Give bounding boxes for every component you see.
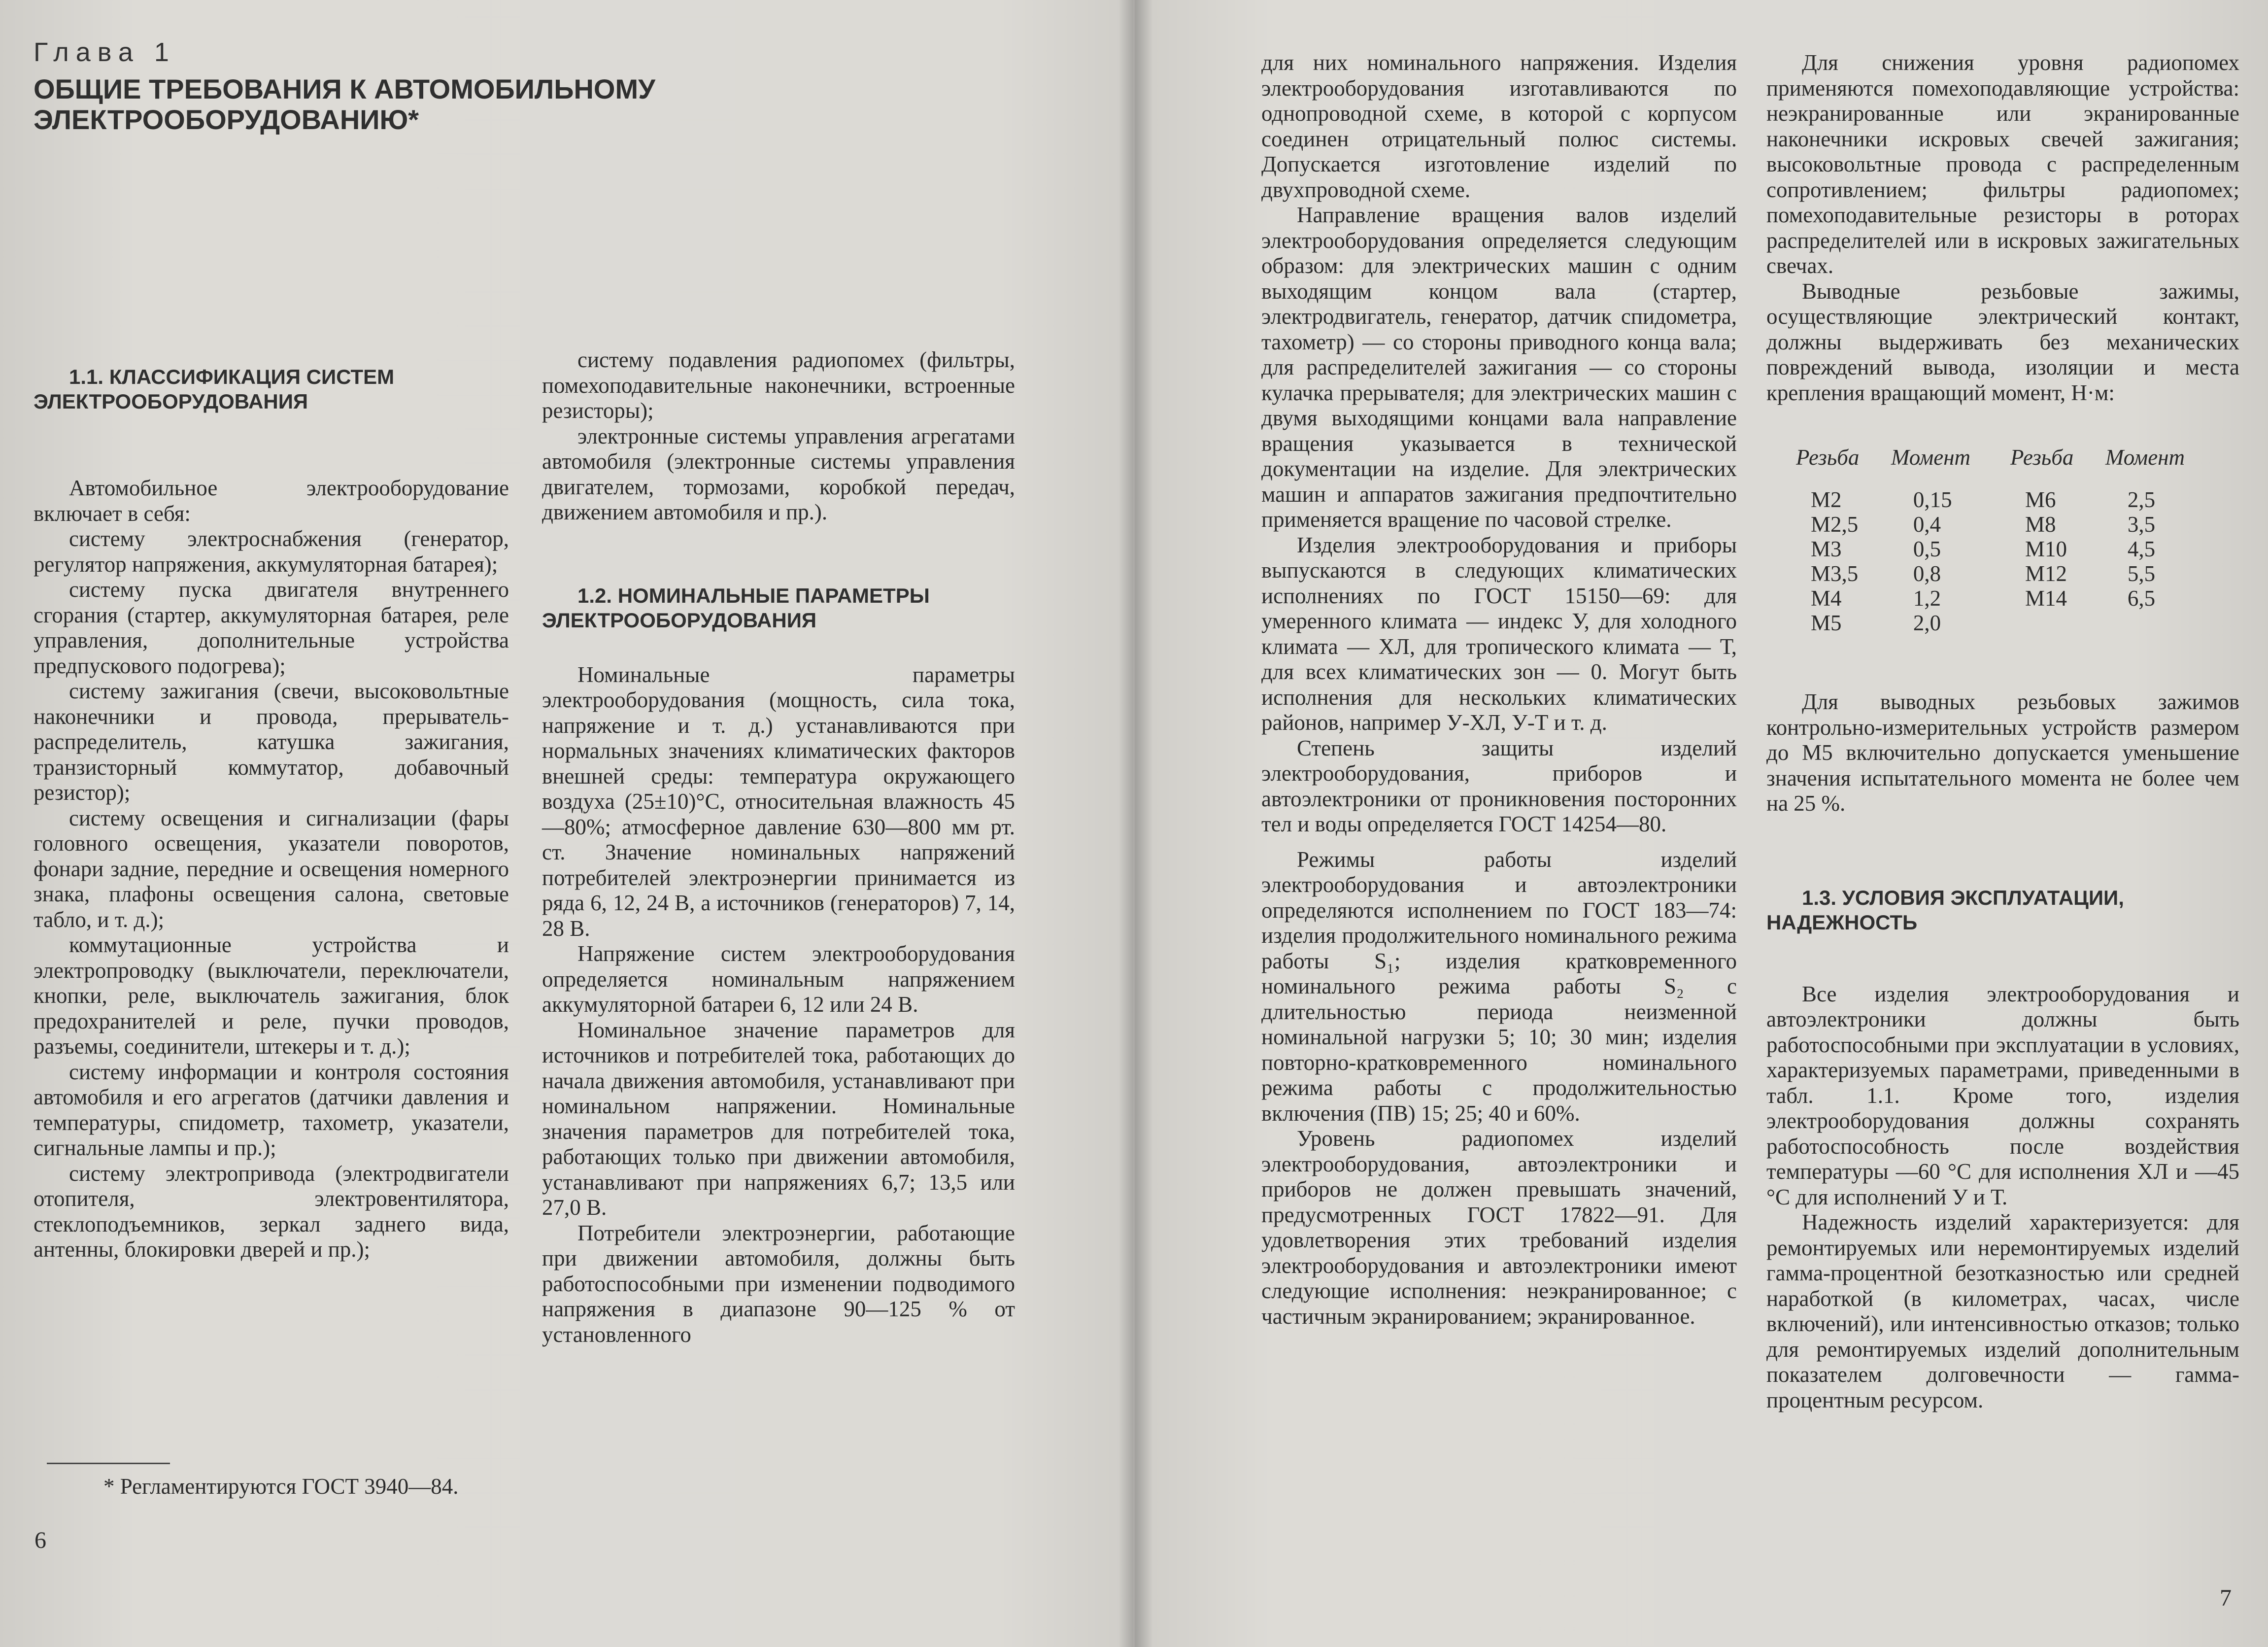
list-item: систему подавления радиопомех (фильтры, помехоподавительные наконечники, встроенные резисторы); — [542, 347, 1015, 423]
table-header: Момент — [1891, 445, 1971, 470]
paragraph: Надежность изделий характеризуется: для ремонтируемых или неремонтируемых изделий гамма-процентной безотказностью или средней наработкой (в километрах, часах, числе включений), или интенсивностью отказов; только для ремонтируемых изделий дополнительным показателем долговечности — гамма-процентным ресурсом. — [1766, 1210, 2239, 1412]
paragraph: Напряжение систем электрооборудования определяется номинальным напряжением аккумуляторной батареи 6, 12 или 24 В. — [542, 941, 1015, 1017]
torque-table — [1796, 445, 2225, 635]
section-1-1-title: 1.1. КЛАССИФИКАЦИЯ СИСТЕМ ЭЛЕКТРООБОРУДОВАНИЯ — [34, 365, 395, 413]
table-cell: М3,5 — [1811, 561, 1859, 586]
table-cell: 3,5 — [2127, 512, 2156, 537]
column-3 — [1261, 50, 1737, 1329]
table-cell: 6,5 — [2127, 586, 2156, 611]
table-cell: 2,5 — [2127, 487, 2156, 512]
table-cell: М10 — [2025, 537, 2067, 561]
section-1-3-title: 1.3. УСЛОВИЯ ЭКСПЛУАТАЦИИ, НАДЕЖНОСТЬ — [1766, 886, 2124, 934]
table-cell — [2010, 611, 2105, 635]
table-cell: М5 — [1811, 611, 1842, 635]
paragraph: Изделия электрооборудования и приборы выпускаются в следующих климатических исполнениях по ГОСТ 15150—69: для умеренного климата — индекс У, для холодного климата — ХЛ, для тропического климата — Т, для всех климатических зон — 0. Могут быть исполнения для нескольких климатических районов, например У-ХЛ, У-Т и т. д. — [1261, 532, 1737, 735]
table-header-row — [1796, 445, 2225, 487]
table-row — [1796, 487, 2225, 512]
list-item: коммутационные устройства и электропроводку (выключатели, переключатели, кнопки, реле, выключатель зажигания, блок предохранителей и реле, пучки проводов, разъемы, соединители, штекеры и т. д.); — [34, 932, 509, 1059]
paragraph: Номинальное значение параметров для источников и потребителей тока, работающих до начала движения автомобиля, устанавливают при номинальном напряжении. Номинальные значения параметров для потребителей тока, работающих только при движении автомобиля, устанавливают при напряжениях 6,7; 13,5 или 27,0 В. — [542, 1017, 1015, 1220]
table-cell: 2,0 — [1913, 611, 1941, 635]
paragraph: Потребители электроэнергии, работающие при движении автомобиля, должны быть работоспособными при изменении подводимого напряжения в диапазоне 90—125 % от установленного — [542, 1220, 1015, 1347]
table-cell: М3 — [1811, 537, 1842, 561]
paragraph: Направление вращения валов изделий электрооборудования определяется следующим образом: для электрических машин с одним выходящим концом вала (стартер, электродвигатель, генератор, датчик спидометра, тахометр) — со стороны приводного конца вала; для распределителей зажигания — со стороны кулачка прерывателя; для электрических машин с двумя выходящими концами вала направление вращения указывается в технической документации на изделие. Для электрических машин и аппаратов зажигания предпочтительно применяется вращение по часовой стрелке. — [1261, 203, 1737, 532]
table-cell: М2 — [1811, 487, 1842, 512]
table-row — [1796, 611, 2225, 635]
table-row — [1796, 537, 2225, 561]
paragraph: Для снижения уровня радиопомех применяются помехоподавляющие устройства: неэкранированные или экранированные наконечники искровых свечей зажигания; высоковольтные провода с распределенным сопротивлением; фильтры радиопомех; помехоподавительные резисторы в роторах распределителей или в искровых зажигательных свечах. — [1766, 50, 2239, 278]
paragraph: Степень защиты изделий электрооборудования, приборов и автоэлектроники от проникновения посторонних тел и воды определяется ГОСТ 14254—80. — [1261, 735, 1737, 836]
table-header: Резьба — [2010, 445, 2074, 470]
table-cell: М6 — [2025, 487, 2056, 512]
list-item: систему электроснабжения (генератор, регулятор напряжения, аккумуляторная батарея); — [34, 526, 509, 577]
paragraph: Автомобильное электрооборудование включает в себя: — [34, 476, 509, 526]
table-row — [1796, 561, 2225, 586]
table-cell: М12 — [2025, 561, 2067, 586]
table-cell: 0,15 — [1913, 487, 1952, 512]
paragraph: Номинальные параметры электрооборудования (мощность, сила тока, напряжение и т. д.) устанавливаются при нормальных значениях климатических факторов внешней среды: температура окружающего воздуха (25±10)°С, относительная влажность 45—80%; атмосферное давление 630—800 мм рт. ст. Значение номинальных напряжений потребителей электроэнергии принимается из ряда 6, 12, 24 В, а источников (генераторов) 7, 14, 28 В. — [542, 662, 1015, 941]
table-cell: 0,4 — [1913, 512, 1941, 537]
footnote: * Регламентируются ГОСТ 3940—84. — [103, 1474, 459, 1499]
column-4 — [1766, 50, 2239, 1413]
list-item: систему электропривода (электродвигатели отопителя, электровентилятора, стеклоподъемников, зеркал заднего вида, антенны, блокировки дверей и пр.); — [34, 1161, 509, 1262]
table-cell: М8 — [2025, 512, 2056, 537]
table-cell: М2,5 — [1811, 512, 1859, 537]
table-cell: 4,5 — [2127, 537, 2156, 561]
paragraph: Уровень радиопомех изделий электрооборудования, автоэлектроники и приборов не должен превышать значений, предусмотренных ГОСТ 17822—91. Для удовлетворения этих требований изделия электрооборудования и автоэлектроники имеют следующие исполнения: неэкранированное; с частичным экранированием; экранированное. — [1261, 1126, 1737, 1329]
chapter-title: ОБЩИЕ ТРЕБОВАНИЯ К АВТОМОБИЛЬНОМУ ЭЛЕКТРООБОРУДОВАНИЮ* — [34, 73, 655, 135]
list-item: систему информации и контроля состояния автомобиля и его агрегатов (датчики давления и температуры, спидометр, тахометр, указатели, сигнальные лампы и пр.); — [34, 1059, 509, 1160]
table-row — [1796, 512, 2225, 537]
table-row — [1796, 586, 2225, 611]
table-cell: М4 — [1811, 586, 1842, 611]
column-2 — [542, 347, 1015, 1347]
table-cell: 0,8 — [1913, 561, 1941, 586]
list-item: систему пуска двигателя внутреннего сгорания (стартер, аккумуляторная батарея, реле управления, дополнительные устройства предпускового подогрева); — [34, 577, 509, 678]
table-cell — [2105, 611, 2225, 635]
chapter-label: Глава 1 — [34, 37, 176, 67]
footnote-rule — [47, 1463, 170, 1464]
book-gutter — [1118, 0, 1153, 1647]
list-item: систему освещения и сигнализации (фары головного освещения, указатели поворотов, фонари задние, передние и освещения номерного знака, плафоны освещения салона, световые табло, и т. д.); — [34, 805, 509, 932]
table-cell: 1,2 — [1913, 586, 1941, 611]
paragraph: Выводные резьбовые зажимы, осуществляющие электрический контакт, должны выдерживать без механических повреждений вывода, изоляции и места крепления вращающий момент, Н·м: — [1766, 278, 2239, 405]
paragraph: Режимы работы изделий электрооборудования и автоэлектроники определяются исполнением по ГОСТ 183—74: изделия продолжительного номинального режима работы S₁; изделия кратковременного номинального режима работы S₂ с длительностью периода неизменной номинальной нагрузки 5; 10; 30 мин; изделия повторно-кратковременного номинального режима работы с продолжительностью включения (ПВ) 15; 25; 40 и 60%. — [1261, 847, 1737, 1126]
table-header: Резьба — [1796, 445, 1860, 470]
table-cell: 5,5 — [2127, 561, 2156, 586]
page-number-right: 7 — [2220, 1585, 2232, 1611]
paragraph: для них номинального напряжения. Изделия электрооборудования изготавливаются по однопроводной схеме, в которой с корпусом соединен отрицательный полюс системы. Допускается изготовление изделий по двухпроводной схеме. — [1261, 50, 1737, 202]
paragraph: Для выводных резьбовых зажимов контрольно-измерительных устройств размером до М5 включительно допускается уменьшение значения испытательного момента не более чем на 25 %. — [1766, 689, 2239, 816]
list-item: систему зажигания (свечи, высоковольтные наконечники и провода, прерыватель-распределитель, катушка зажигания, транзисторный коммутатор, добавочный резистор); — [34, 679, 509, 805]
list-item: электронные системы управления агрегатами автомобиля (электронные системы управления двигателем, тормозами, коробкой передач, движением автомобиля и пр.). — [542, 423, 1015, 524]
table-header: Момент — [2105, 445, 2185, 470]
column-1 — [34, 365, 509, 1263]
table-cell: М14 — [2025, 586, 2067, 611]
paragraph: Все изделия электрооборудования и автоэлектроники должны быть работоспособными при эксплуатации в условиях, характеризуемых параметрами, приведенными в табл. 1.1. Кроме того, изделия электрооборудования должны сохранять работоспособность после воздействия температуры —60 °С для исполнения ХЛ и —45 °С для исполнений У и Т. — [1766, 981, 2239, 1209]
page-number-left: 6 — [34, 1527, 46, 1553]
section-1-2-title: 1.2. НОМИНАЛЬНЫЕ ПАРАМЕТРЫ ЭЛЕКТРООБОРУДОВАНИЯ — [542, 583, 930, 632]
table-cell: 0,5 — [1913, 537, 1941, 561]
